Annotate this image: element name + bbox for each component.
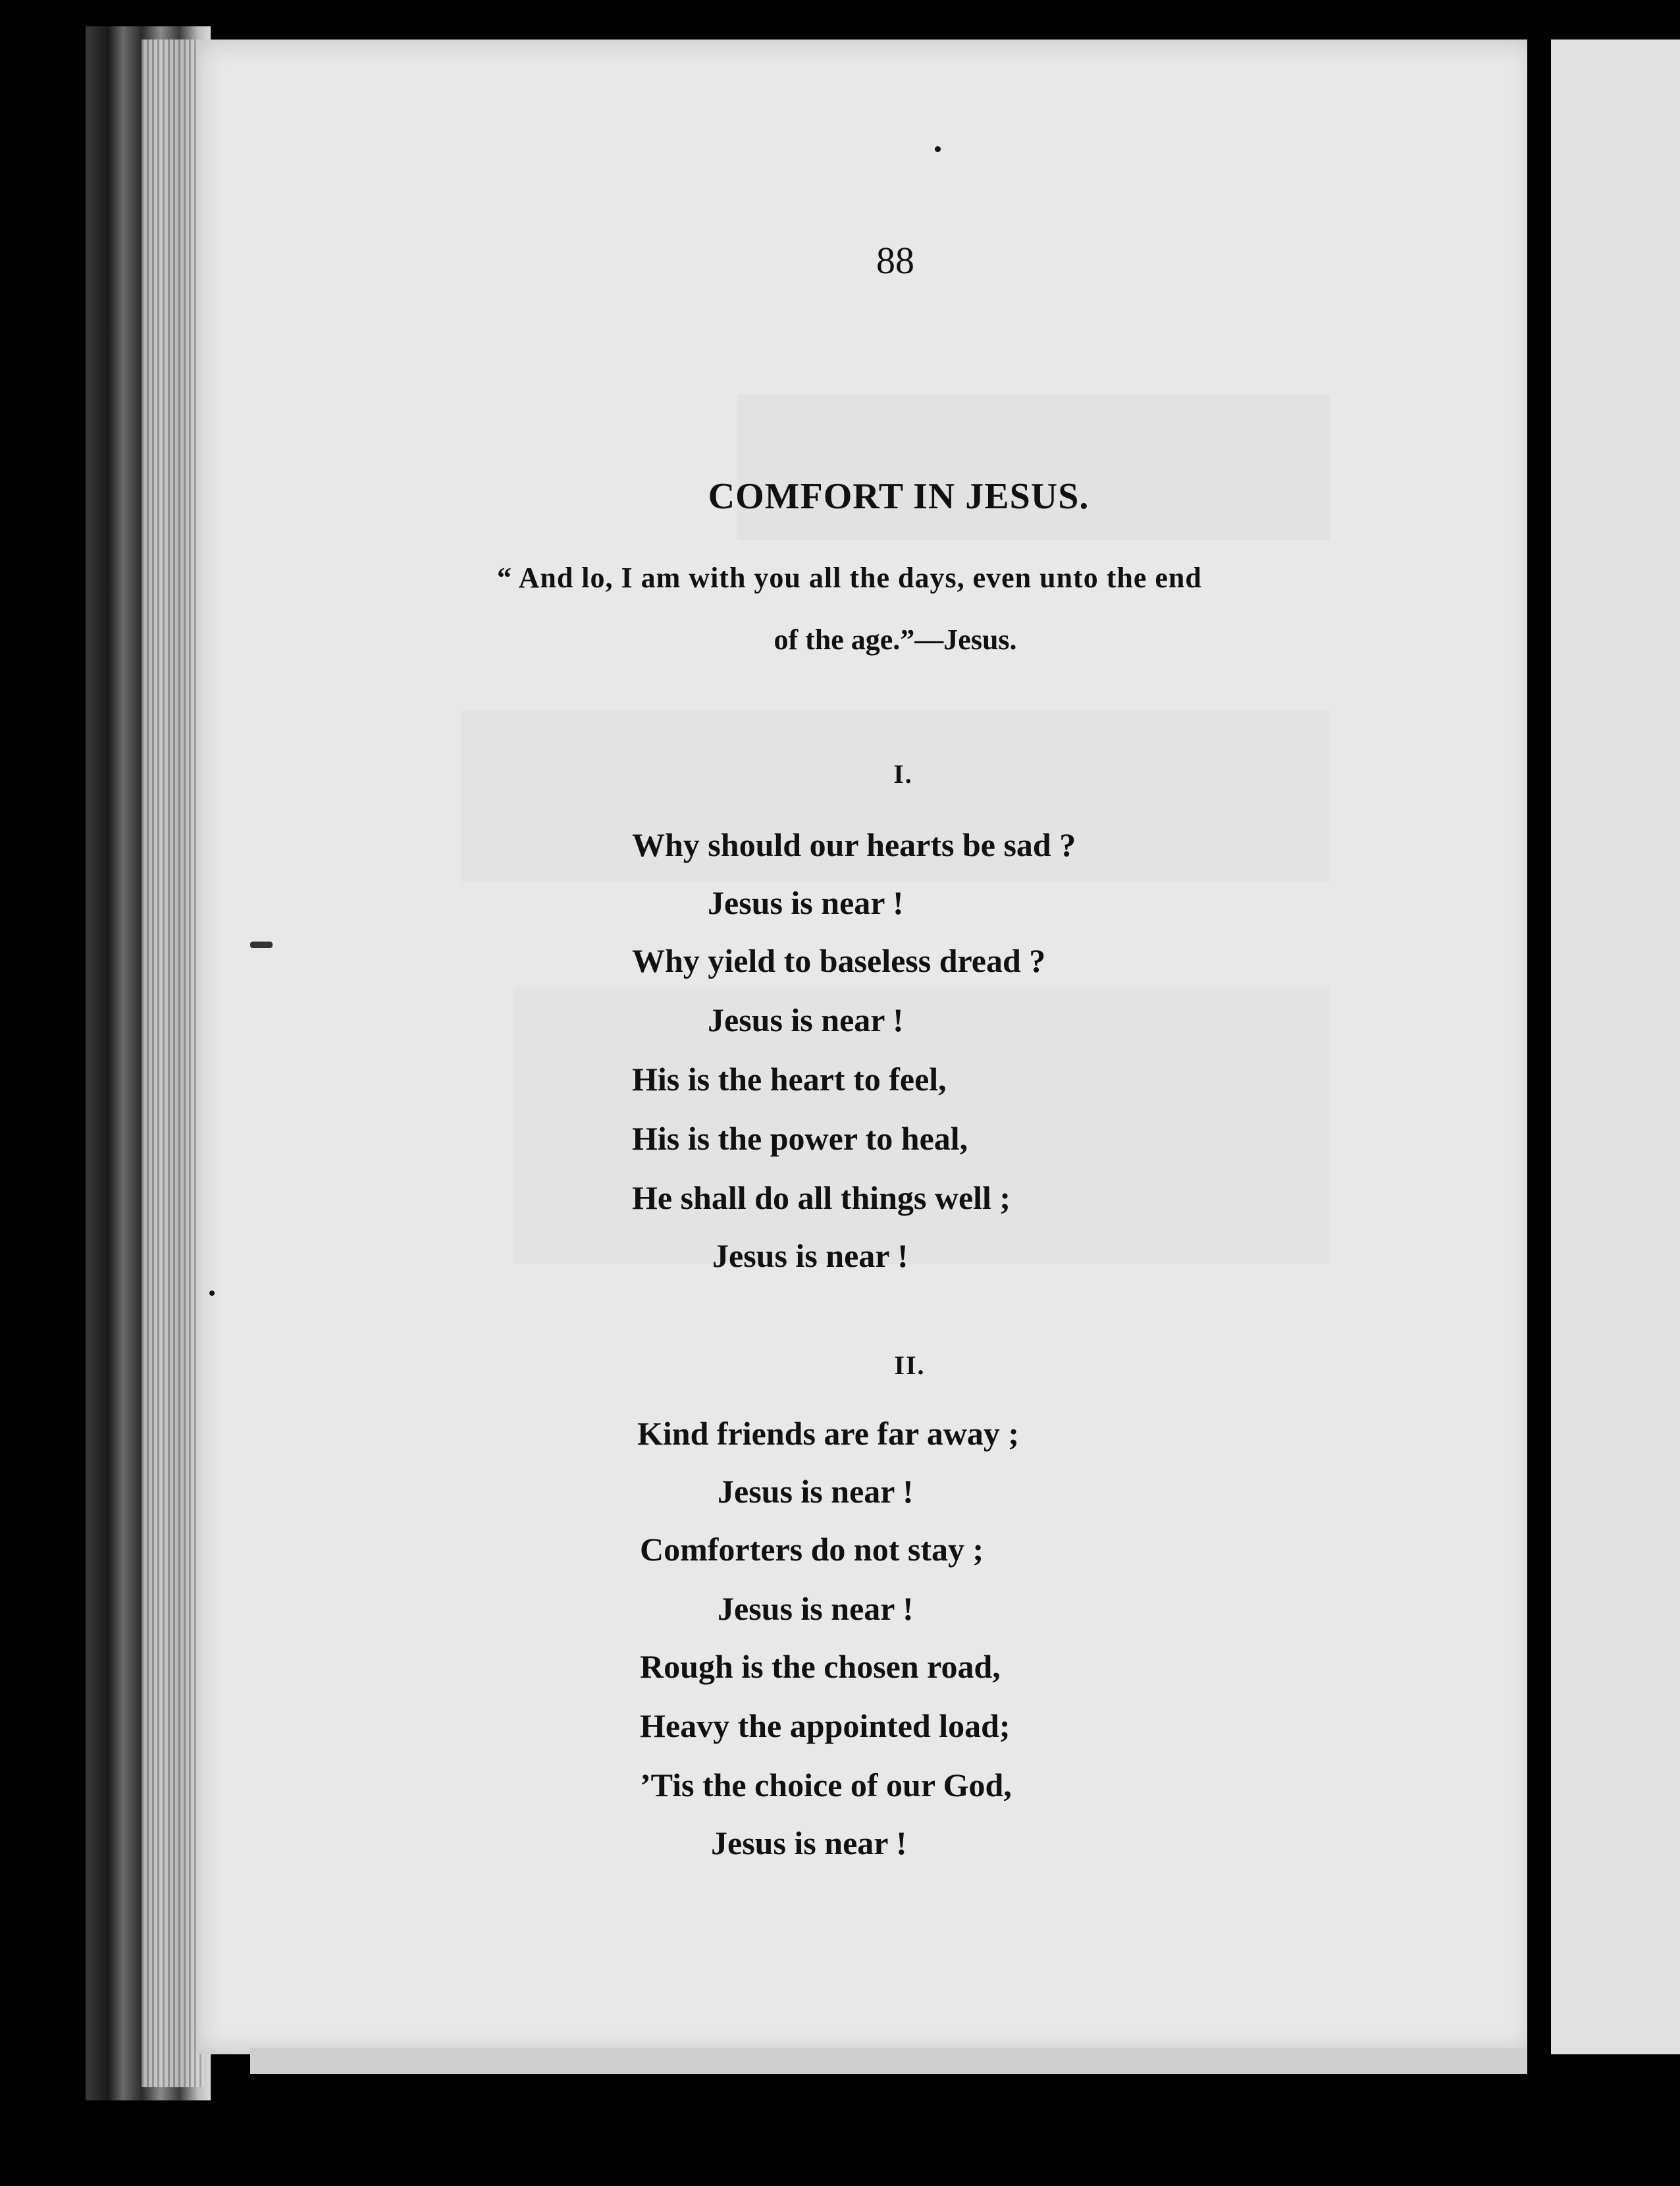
poem-title: COMFORT IN JESUS. bbox=[708, 476, 1089, 517]
facing-page-edge bbox=[1548, 40, 1680, 2054]
scan-speck bbox=[209, 1291, 215, 1296]
stanza-number: II. bbox=[894, 1350, 926, 1380]
poem-refrain: Jesus is near ! bbox=[711, 1825, 907, 1861]
poem-refrain: Jesus is near ! bbox=[712, 1237, 908, 1274]
poem-refrain: Jesus is near ! bbox=[718, 1590, 914, 1627]
poem-line: Rough is the chosen road, bbox=[640, 1648, 1001, 1685]
poem-line: Comforters do not stay ; bbox=[640, 1531, 984, 1568]
epigraph-line-2: of the age.”—Jesus. bbox=[774, 624, 1017, 656]
scan-speck bbox=[250, 942, 273, 948]
page-number: 88 bbox=[876, 239, 914, 282]
page-edges bbox=[142, 40, 204, 2087]
epigraph-line-1: “ And lo, I am with you all the days, even unto the end bbox=[497, 562, 1202, 594]
page-bottom-edge bbox=[250, 2048, 1540, 2074]
scan-speck bbox=[935, 146, 941, 152]
poem-line: Kind friends are far away ; bbox=[637, 1415, 1020, 1452]
poem-line: ’Tis the choice of our God, bbox=[640, 1767, 1012, 1803]
poem-refrain: Jesus is near ! bbox=[718, 1473, 914, 1510]
poem-line: His is the power to heal, bbox=[632, 1120, 968, 1157]
poem-line: Why should our hearts be sad ? bbox=[632, 826, 1076, 863]
poem-refrain: Jesus is near ! bbox=[708, 1001, 904, 1038]
poem-line: Heavy the appointed load; bbox=[640, 1707, 1011, 1744]
show-through-texture bbox=[737, 395, 1330, 540]
poem-refrain: Jesus is near ! bbox=[708, 884, 904, 921]
stanza-number: I. bbox=[893, 759, 913, 789]
poem-line: Why yield to baseless dread ? bbox=[632, 942, 1046, 979]
poem-line: He shall do all things well ; bbox=[632, 1179, 1011, 1216]
poem-line: His is the heart to feel, bbox=[632, 1061, 947, 1098]
gutter-shadow bbox=[1527, 26, 1551, 2127]
